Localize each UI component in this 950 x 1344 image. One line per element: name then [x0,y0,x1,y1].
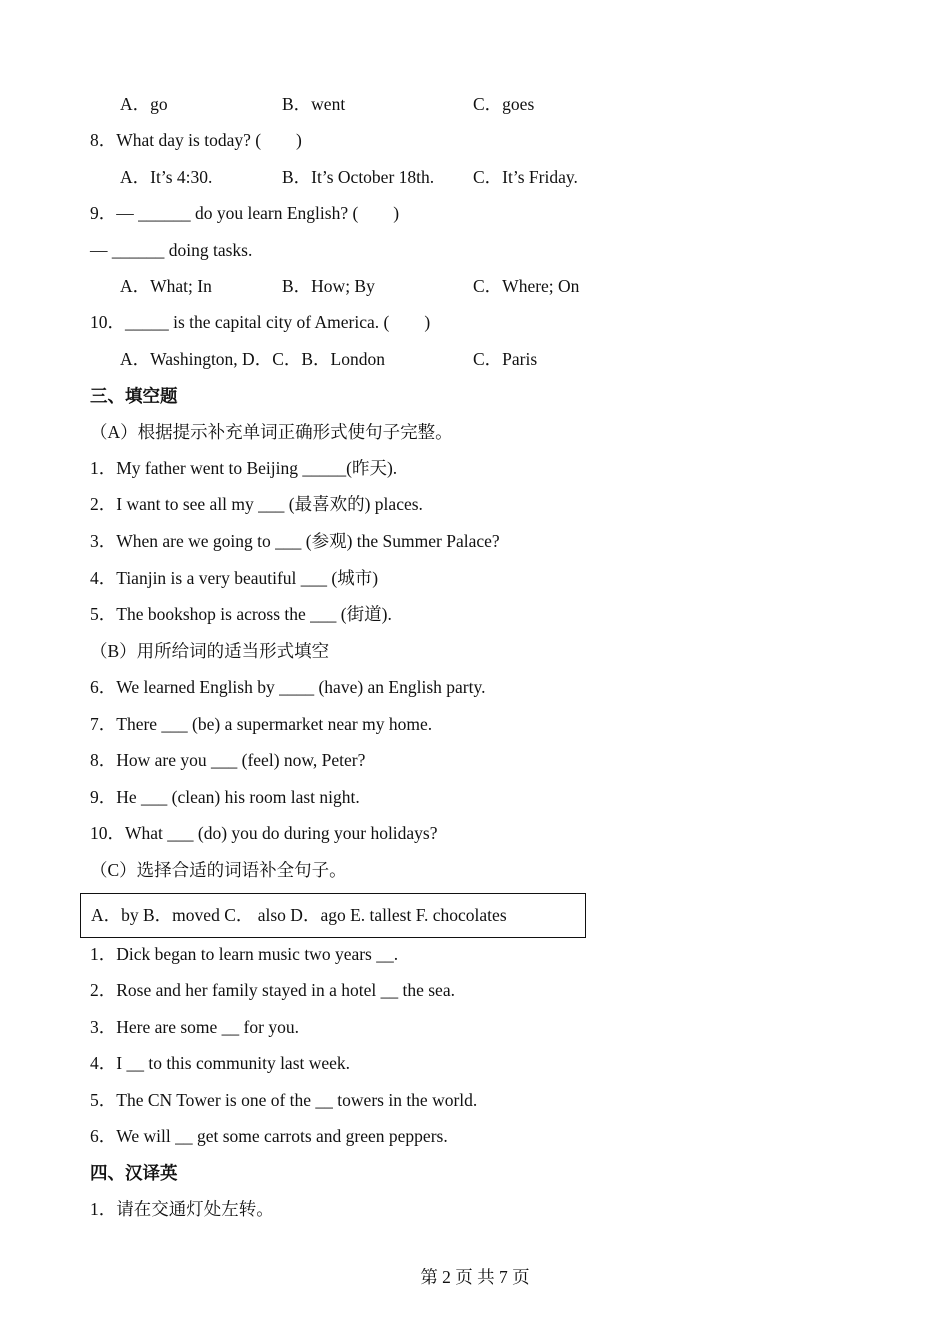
partC-item: 4．I __ to this community last week. [90,1053,351,1073]
section4-title: 四、汉译英 [90,1163,178,1183]
partC-item: 6．We will __ get some carrots and green peppers. [90,1126,448,1146]
partA-item: 3．When are we going to ___ (参观) the Summer Palace? [90,531,500,551]
q9-stem: 9．— ______ do you learn English? ( ) [90,203,400,223]
q9-option-c: C．Where; On [473,276,580,296]
partB-item: 10．What ___ (do) you do during your holidays? [90,823,438,843]
partA-item: 1．My father went to Beijing _____(昨天). [90,458,398,478]
word-bank-box [80,893,586,938]
partC-item: 2．Rose and her family stayed in a hotel __ the sea. [90,980,455,1000]
q8-option-b: B．It’s October 18th. [282,167,435,187]
q8-option-c: C．It’s Friday. [473,167,578,187]
word-bank-text: A．by B．moved C． also D．ago E. tallest F. chocolates [91,905,507,925]
q7-option-c: C．goes [473,94,535,114]
section4-item: 1．请在交通灯处左转。 [90,1199,274,1219]
partC-item: 5．The CN Tower is one of the __ towers in the world. [90,1090,478,1110]
partB-item: 7．There ___ (be) a supermarket near my home. [90,714,433,734]
q10-option-ab: A．Washington, D．C．B．London [120,349,385,369]
q9-option-b: B．How; By [282,276,375,296]
partB-item: 6．We learned English by ____ (have) an English party. [90,677,486,697]
partA-item: 2．I want to see all my ___ (最喜欢的) places. [90,494,423,514]
partA-title: （A）根据提示补充单词正确形式使句子完整。 [90,422,453,442]
section3-title: 三、填空题 [90,386,178,406]
partC-item: 1．Dick began to learn music two years __. [90,944,399,964]
partA-item: 4．Tianjin is a very beautiful ___ (城市) [90,568,379,588]
page-footer: 第 2 页 共 7 页 [420,1267,530,1287]
q9-stem-2: — ______ doing tasks. [90,240,253,260]
q10-stem: 10．_____ is the capital city of America. ( ) [90,312,431,332]
q8-option-a: A．It’s 4:30. [120,167,213,187]
partB-item: 9．He ___ (clean) his room last night. [90,787,360,807]
q9-option-a: A．What; In [120,276,212,296]
q7-option-a: A．go [120,94,168,114]
q7-option-b: B．went [282,94,346,114]
partC-item: 3．Here are some __ for you. [90,1017,299,1037]
q8-stem: 8．What day is today? ( ) [90,130,302,150]
partA-item: 5．The bookshop is across the ___ (街道). [90,604,392,624]
partC-title: （C）选择合适的词语补全句子。 [90,860,347,880]
partB-title: （B）用所给词的适当形式填空 [90,641,330,661]
q10-option-c: C．Paris [473,349,538,369]
partB-item: 8．How are you ___ (feel) now, Peter? [90,750,366,770]
